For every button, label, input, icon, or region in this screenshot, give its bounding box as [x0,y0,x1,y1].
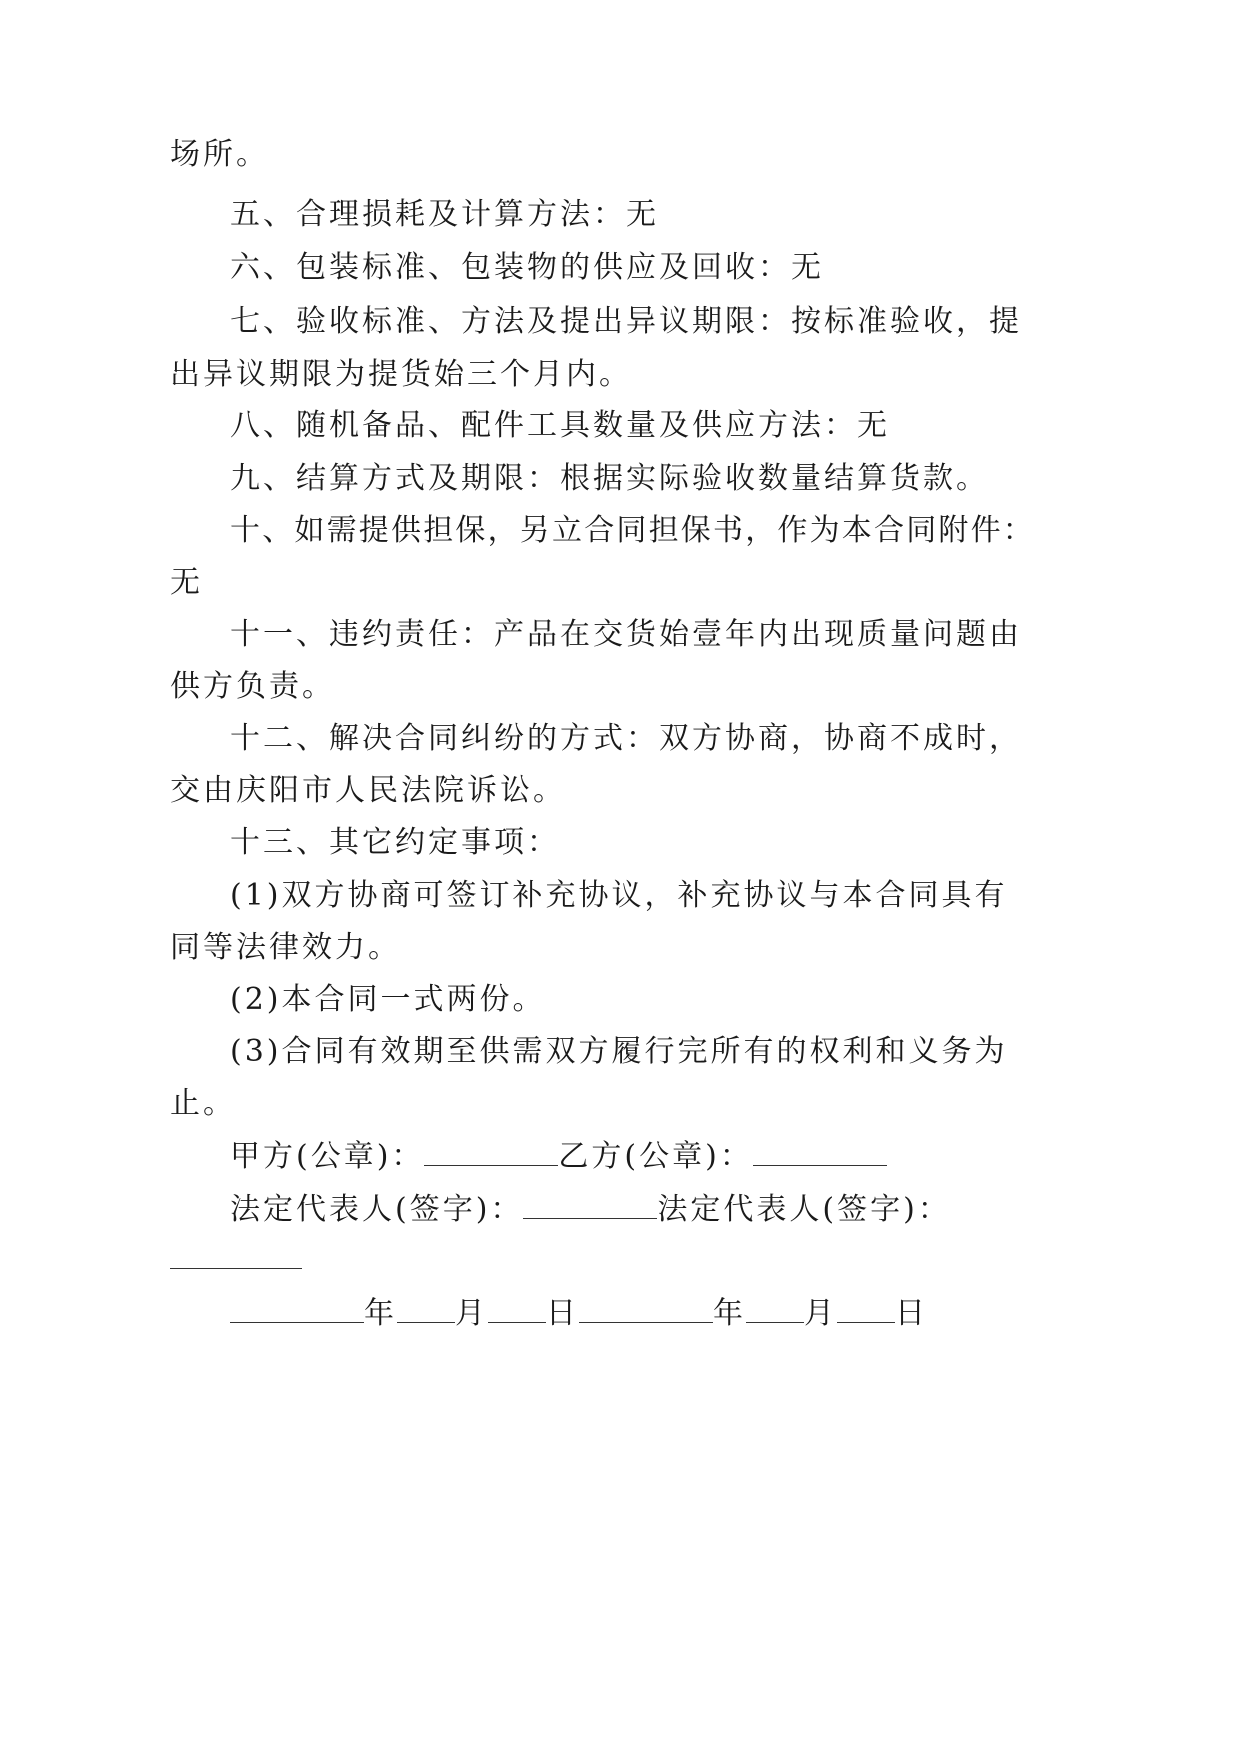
party-a-year-blank [230,1294,364,1323]
party-b-rep-blank-line [0,1240,1241,1280]
party-a-rep-label: 法定代表人(签字)： [230,1192,524,1227]
clause-7: 七、验收标准、方法及提出异议期限：按标准验收，提 [230,304,1022,339]
clause-10: 十、如需提供担保，另立合同担保书，作为本合同附件： [230,513,1035,548]
party-a-rep-blank [523,1190,657,1219]
representative-line [0,1190,1241,1230]
clause-5: 五、合理损耗及计算方法：无 [230,197,659,232]
clause-13-item-3: (3)合同有效期至供需双方履行完所有的权利和义务为 [230,1034,1008,1069]
clause-8: 八、随机备品、配件工具数量及供应方法：无 [230,408,890,443]
clause-13-item-2: (2)本合同一式两份。 [230,982,546,1017]
clause-11-cont: 供方负责。 [170,669,335,704]
party-b-month-blank [746,1294,804,1323]
party-b-day-label: 日 [895,1296,928,1331]
date-line [0,1294,1241,1334]
clause-9: 九、结算方式及期限：根据实际验收数量结算货款。 [230,461,989,496]
seal-line [0,1137,1241,1177]
party-a-day-blank [488,1294,546,1323]
party-b-seal-label: 乙方(公章)： [558,1139,753,1174]
clause-12: 十二、解决合同纠纷的方式：双方协商，协商不成时， [230,721,1022,756]
clause-13-item-1-cont: 同等法律效力。 [170,930,401,965]
text-line: 场所。 [170,137,269,172]
party-a-year-label: 年 [364,1296,397,1331]
party-b-seal-blank [753,1137,887,1166]
party-a-seal-label: 甲方(公章)： [230,1139,425,1174]
party-a-seal-blank [424,1137,558,1166]
party-a-day-label: 日 [546,1296,579,1331]
party-b-rep-blank [170,1240,302,1269]
clause-6: 六、包装标准、包装物的供应及回收：无 [230,250,824,285]
clause-13-item-3-cont: 止。 [170,1086,236,1121]
party-a-month-blank [397,1294,455,1323]
clause-7-cont: 出异议期限为提货始三个月内。 [170,357,632,392]
party-a-month-label: 月 [455,1296,488,1331]
party-b-day-blank [837,1294,895,1323]
party-b-month-label: 月 [804,1296,837,1331]
party-b-rep-label: 法定代表人(签字)： [657,1192,951,1227]
clause-12-cont: 交由庆阳市人民法院诉讼。 [170,773,566,808]
party-b-year-blank [579,1294,713,1323]
clause-10-cont: 无 [170,565,203,600]
clause-13-item-1: (1)双方协商可签订补充协议，补充协议与本合同具有 [230,878,1008,913]
clause-11: 十一、违约责任：产品在交货始壹年内出现质量问题由 [230,617,1022,652]
party-b-year-label: 年 [713,1296,746,1331]
clause-13: 十三、其它约定事项： [230,825,560,860]
